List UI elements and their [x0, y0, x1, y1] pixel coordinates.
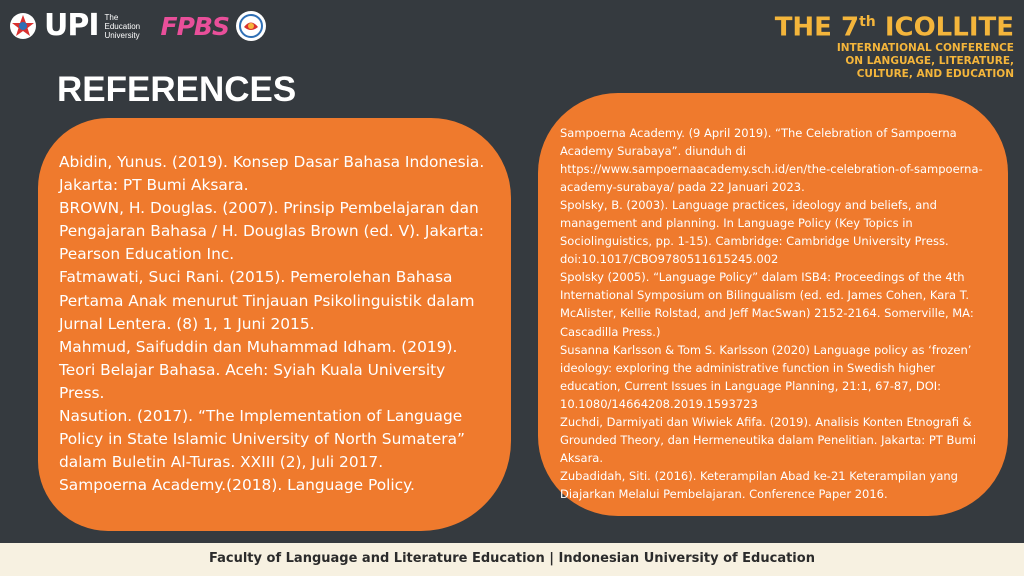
footer-text: Faculty of Language and Literature Education | Indonesian University of Education [209, 551, 815, 566]
references-card-right [538, 93, 1008, 516]
reference-item: Sampoerna Academy. (9 April 2019). “The Celebration of Sampoerna Academy Surabaya”. diunduh di https://www.sampoernaacademy.sch.id/en/the-celebration-of-sampoerna-academy-surabaya/ pada 22 Januari 2023. [560, 126, 983, 195]
conference-title-prefix: THE 7 [774, 12, 860, 43]
reference-item: Abidin, Yunus. (2019). Konsep Dasar Bahasa Indonesia. Jakarta: PT Bumi Aksara. [59, 153, 485, 195]
conference-title [775, 8, 1014, 42]
reference-item: Spolsky, B. (2003). Language practices, ideology and beliefs, and management and planning. In Language Policy (Key Topics in Sociolinguistics, pp. 1-15). Cambridge: Cambridge University Press. doi:10.1017/CBO9780511615245.002 [560, 198, 949, 267]
upi-logo-text: UPI [44, 8, 99, 43]
reference-item: Zuchdi, Darmiyati dan Wiwiek Afifa. (2019). Analisis Konten Etnografi & Grounded Theory, dan Hermeneutika dalam Penelitian. Jakarta: PT Bumi Aksara. [560, 414, 977, 465]
reference-item: Susanna Karlsson & Tom S. Karlsson (2020) Language policy as ‘frozen’ ideology: exploring the administrative function in Swedish higher education, Current Issues in Language Planning, 21:1, 67-87, DOI: 10.1080/14664208.2019.1593723 [560, 342, 972, 411]
reference-item: Nasution. (2017). “The Implementation of Language Policy in State Islamic University of North Sumatera” dalam Buletin Al-Turas. XXIII (2), Juli 2017. [59, 407, 465, 472]
reference-item: Zubadidah, Siti. (2016). Keterampilan Abad ke-21 Keterampilan yang Diajarkan Melalui Pembelajaran. Conference Paper 2016. [560, 468, 958, 501]
upi-emblem-icon [8, 11, 38, 41]
header-logos [8, 6, 267, 46]
reference-item: BROWN, H. Douglas. (2007). Prinsip Pembelajaran dan Pengajaran Bahasa / H. Douglas Brown (ed. V). Jakarta: Pearson Education Inc. [59, 199, 484, 264]
fpbs-seal-icon [235, 10, 267, 42]
reference-item: Mahmud, Saifuddin dan Muhammad Idham. (2019). Teori Belajar Bahasa. Aceh: Syiah Kuala University Press. [59, 337, 458, 402]
page-title: REFERENCES [57, 70, 297, 109]
reference-item: Spolsky (2005). “Language Policy” dalam ISB4: Proceedings of the 4th International Symposium on Bilingualism (ed. ed. James Cohen, Kara T. McAlister, Kellie Rolstad, and Jeff MacSwan) 2152-2164. Somerville, MA: Cascadilla Press.) [560, 270, 974, 339]
upi-logo-subtitle: The Education University [104, 12, 141, 40]
reference-item: Sampoerna Academy.(2018). Language Policy. [59, 476, 415, 495]
footer-bar [0, 543, 1024, 576]
conference-subtitle-line: INTERNATIONAL CONFERENCE [836, 41, 1014, 54]
conference-title-ordinal: th [859, 14, 876, 30]
fpbs-logo-text: FPBS [160, 11, 229, 41]
references-card-left [38, 118, 511, 531]
conference-branding [775, 8, 1014, 81]
reference-item: Fatmawati, Suci Rani. (2015). Pemerolehan Bahasa Pertama Anak menurut Tinjauan Psikolinguistik dalam Jurnal Lentera. (8) 1, 1 Juni 2015. [59, 268, 475, 333]
conference-subtitle-line: CULTURE, AND EDUCATION [856, 67, 1014, 80]
conference-name: ICOLLITE [884, 12, 1014, 43]
conference-subtitle-line: ON LANGUAGE, LITERATURE, [845, 54, 1014, 67]
